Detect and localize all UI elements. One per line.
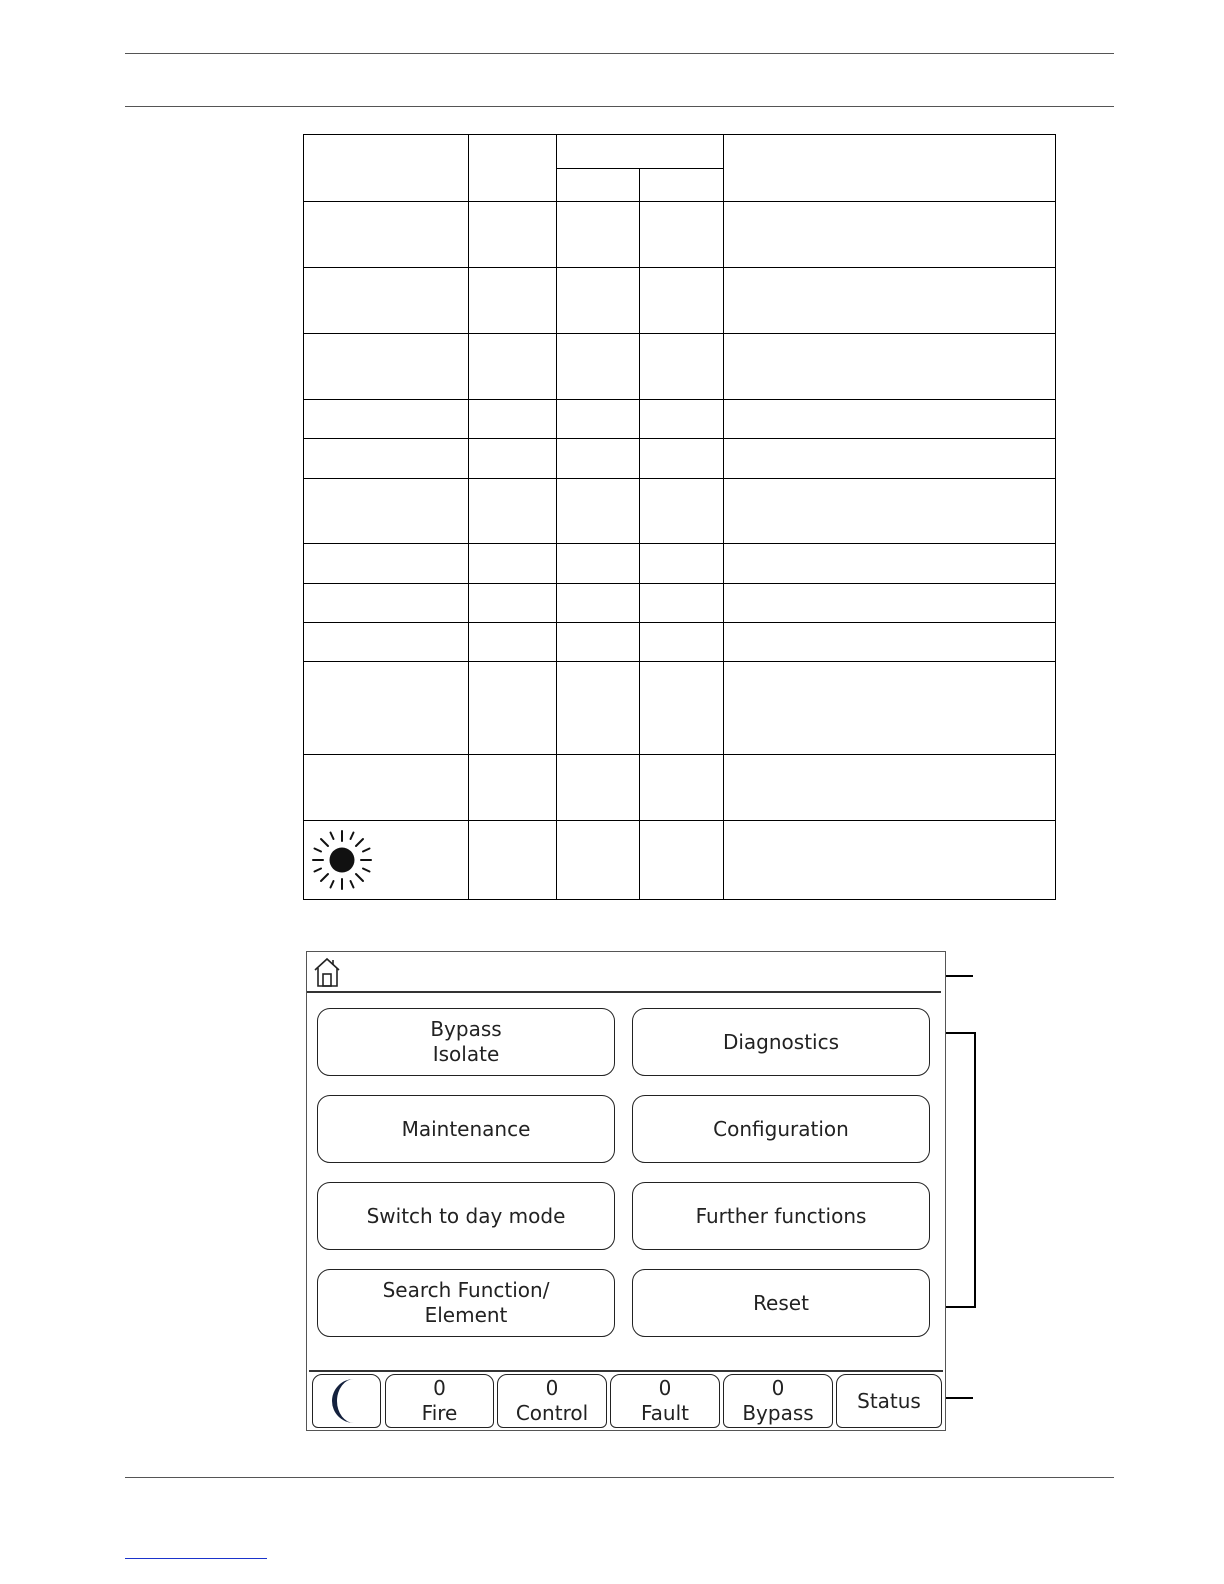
table-row bbox=[304, 623, 1056, 662]
switch-to-day-mode-button[interactable]: Switch to day mode bbox=[317, 1182, 615, 1250]
bypass-count: 0 bbox=[771, 1376, 785, 1400]
fault-label: Fault bbox=[641, 1401, 689, 1425]
fire-count: 0 bbox=[433, 1376, 446, 1400]
table-row bbox=[304, 544, 1056, 584]
control-count: 0 bbox=[545, 1376, 559, 1400]
footer-rule bbox=[125, 1477, 1114, 1478]
table-row bbox=[304, 662, 1056, 755]
further-functions-button[interactable]: Further functions bbox=[632, 1182, 930, 1250]
status-bar bbox=[307, 1370, 945, 1430]
bypass-counter-button[interactable] bbox=[723, 1374, 833, 1428]
callout-bracket-bottom bbox=[946, 1306, 976, 1308]
table-row bbox=[304, 479, 1056, 544]
control-counter-button[interactable] bbox=[497, 1374, 607, 1428]
control-label: Control bbox=[515, 1401, 589, 1425]
sun-icon bbox=[310, 828, 374, 892]
table-header-cell bbox=[469, 135, 557, 202]
bypass-label: Bypass bbox=[742, 1401, 814, 1425]
header-rule-top bbox=[125, 53, 1114, 54]
table-row bbox=[304, 821, 1056, 900]
callout-bracket-top bbox=[946, 1032, 976, 1034]
table-header-cell bbox=[304, 135, 469, 202]
table-row bbox=[304, 439, 1056, 479]
table-header-cell bbox=[557, 169, 640, 202]
table-row bbox=[304, 755, 1056, 821]
night-mode-button[interactable] bbox=[312, 1374, 381, 1428]
header-divider bbox=[307, 991, 941, 993]
status-button[interactable] bbox=[836, 1374, 942, 1428]
diagnostics-button[interactable]: Diagnostics bbox=[632, 1008, 930, 1076]
fault-counter-button[interactable] bbox=[610, 1374, 720, 1428]
table-row bbox=[304, 400, 1056, 439]
table-row bbox=[304, 202, 1056, 268]
callout-header-line bbox=[946, 975, 973, 977]
fire-counter-button[interactable] bbox=[385, 1374, 494, 1428]
table-row bbox=[304, 334, 1056, 400]
bypass-isolate-button[interactable]: Bypass Isolate bbox=[317, 1008, 615, 1076]
maintenance-button[interactable]: Maintenance bbox=[317, 1095, 615, 1163]
callout-bracket-vertical bbox=[974, 1032, 976, 1308]
symbol-table bbox=[303, 134, 1056, 900]
header-rule-bottom bbox=[125, 106, 1114, 107]
fault-count: 0 bbox=[658, 1376, 672, 1400]
sun-icon-cell bbox=[304, 821, 469, 900]
home-icon[interactable] bbox=[313, 956, 343, 988]
status-bar-divider bbox=[309, 1370, 943, 1372]
configuration-button[interactable]: Configuration bbox=[632, 1095, 930, 1163]
fire-label: Fire bbox=[421, 1401, 458, 1425]
footer-link-underline[interactable] bbox=[125, 1558, 267, 1559]
table-row bbox=[304, 584, 1056, 623]
moon-icon bbox=[324, 1376, 370, 1426]
reset-button[interactable]: Reset bbox=[632, 1269, 930, 1337]
table-header-cell bbox=[640, 169, 724, 202]
search-function-element-button[interactable]: Search Function/ Element bbox=[317, 1269, 615, 1337]
table-row bbox=[304, 268, 1056, 334]
table-header-cell bbox=[557, 135, 724, 169]
table-header-cell bbox=[724, 135, 1056, 202]
callout-statusbar-line bbox=[946, 1397, 973, 1399]
panel-screen bbox=[306, 951, 946, 1431]
status-label: Status bbox=[857, 1388, 921, 1413]
screen-header bbox=[307, 952, 945, 992]
